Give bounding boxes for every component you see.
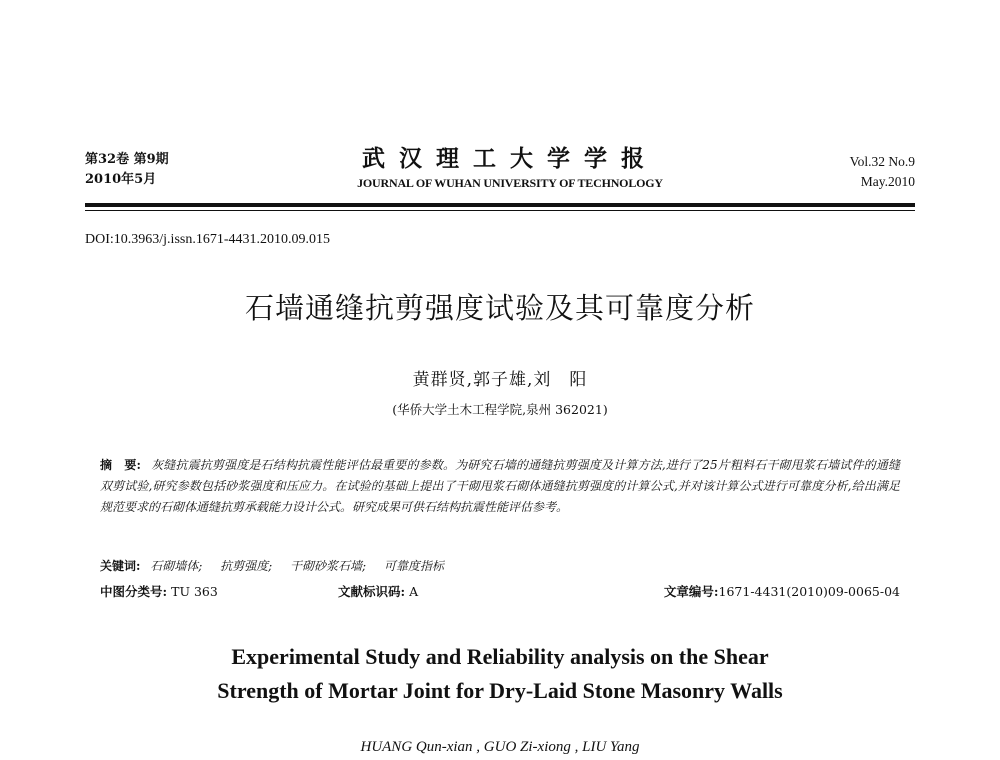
authors-cn: 黄群贤,郭子雄,刘 阳 [412, 370, 588, 390]
keyword-item: 可靠度指标 [383, 559, 444, 573]
paper-title-cn: 石墙通缝抗剪强度试验及其可靠度分析 [244, 291, 755, 325]
abstract-text: 灰缝抗震抗剪强度是石结构抗震性能评估最重要的参数。为研究石墙的通缝抗剪强度及计算方法,进行了25片粗料石干砌甩浆石墙试件的通缝双剪试验,研究参数包括砂浆强度和压应力。在试验的基础上提出了干砌甩浆石砌体通缝抗剪强度的计算公式,并对该计算公式进行可靠度分析,给出满足规范要求的石砌体通缝抗剪承载能力设计公式。研究成果可供石结构抗震性能评估参考。 [100, 458, 900, 514]
keyword-item: 石砌墙体; [150, 559, 203, 573]
header-rule-thin [85, 210, 915, 211]
journal-issue-info [85, 150, 169, 190]
clc-number [100, 582, 218, 600]
article-number-value: 1671-4431(2010)09-0065-04 [718, 584, 900, 599]
volume-issue: 第32卷 第9期 [85, 152, 169, 167]
affiliation-cn: (华侨大学土木工程学院,泉州 362021) [392, 402, 608, 417]
document-code [338, 582, 418, 600]
clc-label: 中图分类号: [100, 584, 168, 599]
authors-en: HUANG Qun-xian , GUO Zi-xiong , LIU Yang [360, 739, 640, 755]
document-code-value: A [409, 584, 419, 599]
document-code-label: 文献标识码: [338, 584, 406, 599]
keyword-item: 干砌砂浆石墙; [290, 559, 367, 573]
abstract [100, 455, 900, 518]
article-number [664, 582, 900, 600]
volume-issue-en: Vol.32 No.9 [849, 154, 915, 169]
paper-title-en-line1: Experimental Study and Reliability analysis on the Shear [231, 644, 769, 669]
header-rule-thick [85, 203, 915, 207]
paper-title-en-line2: Strength of Mortar Joint for Dry-Laid Stone Masonry Walls [217, 678, 783, 703]
journal-title-en: JOURNAL OF WUHAN UNIVERSITY OF TECHNOLOGY [357, 176, 663, 190]
paper-title-en [0, 640, 1000, 708]
abstract-label: 摘 要: [100, 458, 141, 472]
journal-title-cn: 武汉理工大学学报 [362, 145, 658, 172]
clc-value: TU 363 [171, 584, 218, 599]
keyword-item: 抗剪强度; [220, 559, 273, 573]
publish-date: 2010年5月 [85, 172, 157, 187]
keywords-label: 关键词: [100, 559, 141, 573]
doi: DOI:10.3963/j.issn.1671-4431.2010.09.015 [85, 232, 330, 247]
journal-masthead [300, 144, 720, 192]
article-number-label: 文章编号: [663, 584, 719, 599]
publish-date-en: May.2010 [860, 174, 915, 189]
keywords [100, 557, 458, 574]
journal-issue-info-en [850, 152, 915, 192]
